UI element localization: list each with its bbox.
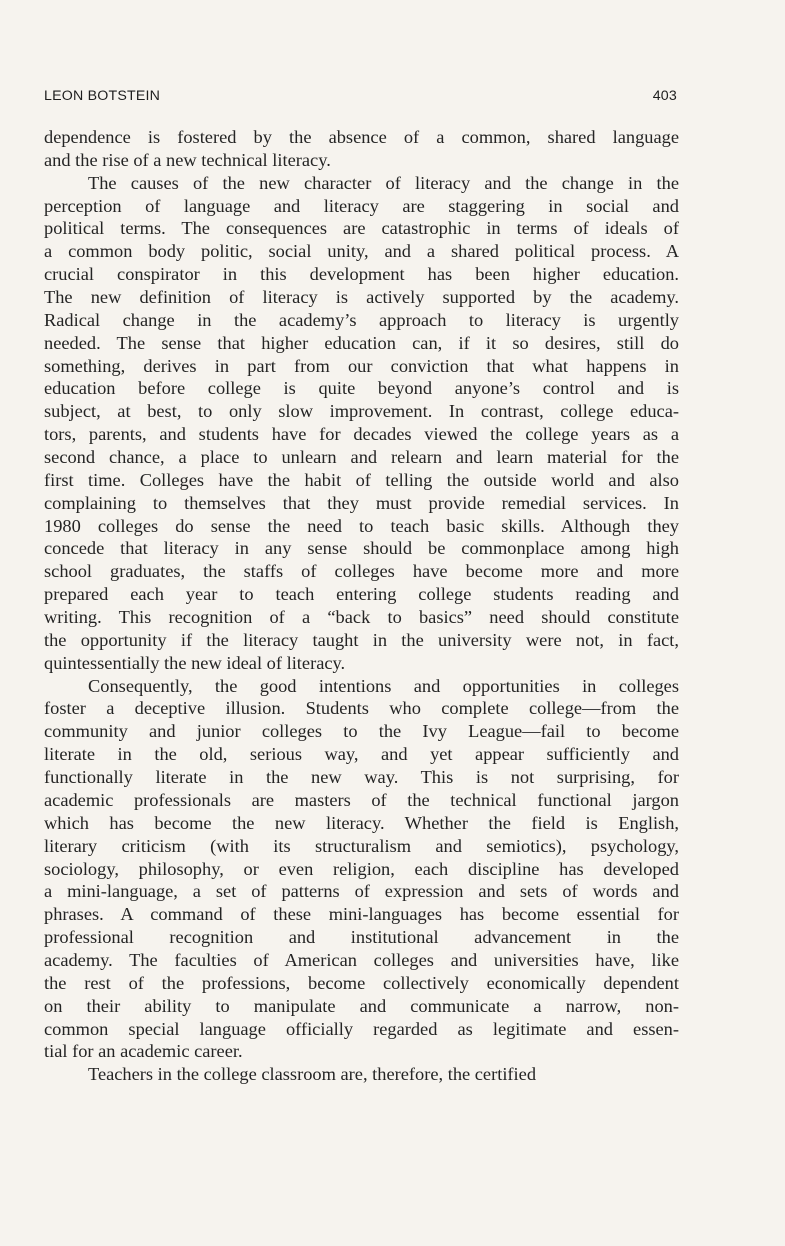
text-line: 1980 colleges do sense the need to teach basic skills. Although they	[44, 515, 679, 536]
text-line: community and junior colleges to the Ivy League—fail to become	[44, 721, 679, 742]
text-line: subject, at best, to only slow improvement. In contrast, college educa-	[44, 401, 679, 422]
body-text	[44, 126, 679, 1086]
text-line: concede that literacy in any sense should be commonplace among high	[44, 538, 679, 559]
text-line: needed. The sense that higher education can, if it so desires, still do	[44, 332, 679, 353]
text-line: literary criticism (with its structuralism and semiotics), psychology,	[44, 835, 679, 856]
text-line: the rest of the professions, become collectively economically dependent	[44, 972, 679, 993]
text-line: literate in the old, serious way, and yet appear sufficiently and	[44, 744, 679, 765]
text-line: foster a deceptive illusion. Students who complete college—from the	[44, 698, 679, 719]
text-line: phrases. A command of these mini-languages has become essential for	[44, 904, 679, 925]
text-line: on their ability to manipulate and communicate a narrow, non-	[44, 995, 679, 1016]
text-line: professional recognition and institutional advancement in the	[44, 927, 679, 948]
running-head	[44, 88, 677, 108]
text-line: first time. Colleges have the habit of telling the outside world and also	[44, 469, 679, 490]
text-line: a common body politic, social unity, and a shared political process. A	[44, 241, 679, 262]
text-line: and the rise of a new technical literacy.	[44, 149, 331, 170]
text-line: perception of language and literacy are staggering in social and	[44, 195, 679, 216]
text-line: the opportunity if the literacy taught in the university were not, in fact,	[44, 629, 679, 650]
text-line: Consequently, the good intentions and opportunities in colleges	[88, 675, 679, 696]
text-line: a mini-language, a set of patterns of expression and sets of words and	[44, 881, 679, 902]
text-line: academic professionals are masters of the technical functional jargon	[44, 789, 679, 810]
paragraph	[44, 1063, 679, 1086]
text-line: writing. This recognition of a “back to basics” need should constitute	[44, 607, 679, 628]
text-line: complaining to themselves that they must provide remedial services. In	[44, 492, 679, 513]
running-head-author: LEON BOTSTEIN	[44, 88, 161, 104]
text-line: education before college is quite beyond anyone’s control and is	[44, 378, 679, 399]
page-number: 403	[652, 88, 677, 104]
text-line: sociology, philosophy, or even religion, each discipline has developed	[44, 858, 679, 879]
text-line: tors, parents, and students have for decades viewed the college years as a	[44, 424, 679, 445]
text-line: dependence is fostered by the absence of a common, shared language	[44, 127, 679, 147]
text-line: functionally literate in the new way. This is not surprising, for	[44, 767, 679, 788]
text-line: tial for an academic career.	[44, 1041, 243, 1062]
text-line: Teachers in the college classroom are, therefore, the certified	[88, 1064, 537, 1085]
paragraph	[44, 126, 679, 172]
text-line: The new definition of literacy is actively supported by the academy.	[44, 287, 679, 308]
text-line: crucial conspirator in this development has been higher education.	[44, 264, 679, 285]
text-line: something, derives in part from our conviction that what happens in	[44, 355, 679, 376]
text-line: which has become the new literacy. Whether the field is English,	[44, 812, 679, 833]
paragraph	[44, 172, 679, 675]
text-line: academy. The faculties of American colleges and universities have, like	[44, 949, 679, 970]
text-line: Radical change in the academy’s approach to literacy is urgently	[44, 309, 679, 330]
text-line: second chance, a place to unlearn and relearn and learn material for the	[44, 447, 679, 468]
text-line: school graduates, the staffs of colleges have become more and more	[44, 561, 679, 582]
text-line: quintessentially the new ideal of literacy.	[44, 652, 346, 673]
paragraph	[44, 675, 679, 1064]
text-line: common special language officially regarded as legitimate and essen-	[44, 1018, 679, 1039]
text-line: political terms. The consequences are catastrophic in terms of ideals of	[44, 218, 679, 239]
text-line: The causes of the new character of literacy and the change in the	[88, 172, 679, 193]
text-line: prepared each year to teach entering college students reading and	[44, 584, 679, 605]
